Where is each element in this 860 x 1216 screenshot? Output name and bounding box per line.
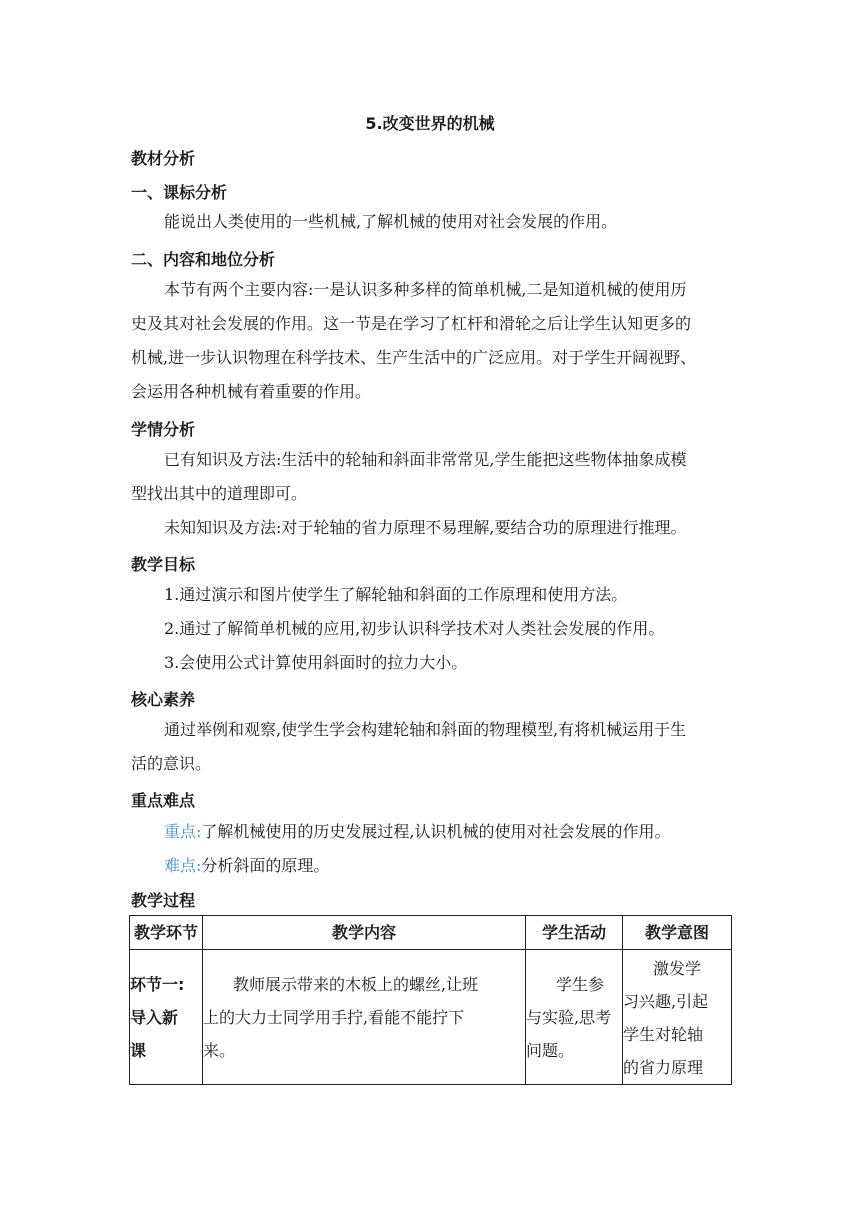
core-line: 活的意识。: [131, 754, 212, 773]
goal-item: 1.通过演示和图片使学生了解轮轴和斜面的工作原理和使用方法。: [164, 585, 628, 604]
page-title: 5.改变世界的机械: [365, 114, 495, 133]
content-line: 机械,进一步认识物理在科学技术、生产生活中的广泛应用。对于学生开阔视野、: [131, 348, 697, 367]
difficult-point: [131, 850, 764, 882]
table-header-row: [130, 916, 732, 950]
section-heading-goals: 教学目标: [131, 555, 196, 574]
stage-cell: [130, 950, 203, 1085]
intent-cell: [623, 950, 732, 1085]
table-row: [130, 950, 732, 1085]
section-heading-curriculum: 一、课标分析: [131, 183, 228, 202]
content-cell: [203, 950, 526, 1085]
header-stage: 教学环节: [130, 916, 203, 950]
section-heading-content: 二、内容和地位分析: [131, 250, 276, 269]
stage-line: 导入新: [130, 1008, 179, 1027]
core-line: 通过举例和观察,使学生学会构建轮轴和斜面的物理模型,有将机械运用于生: [164, 720, 687, 739]
intent-line: 激发学: [653, 959, 702, 978]
intent-line: 学生对轮轴: [623, 1025, 704, 1044]
section-heading-core: 核心素养: [131, 690, 196, 709]
section-heading-material: 教材分析: [131, 149, 196, 168]
content-line: 教师展示带来的木板上的螺丝,让班: [233, 975, 479, 994]
learner-line: 型找出其中的道理即可。: [131, 484, 308, 503]
teaching-process-table: [129, 915, 732, 1085]
content-line: 来。: [203, 1041, 236, 1060]
learner-line: 已有知识及方法:生活中的轮轴和斜面非常常见,学生能把这些物体抽象成模: [164, 450, 687, 469]
section-heading-process: 教学过程: [131, 891, 196, 910]
goal-item: 2.通过了解简单机械的应用,初步认识科学技术对人类社会发展的作用。: [164, 619, 665, 638]
content-line: 本节有两个主要内容:一是认识多种多样的简单机械,二是知道机械的使用历: [164, 280, 687, 299]
stage-line: 环节一:: [130, 975, 185, 994]
content-line: 上的大力士同学用手拧,看能不能拧下: [203, 1008, 465, 1027]
learner-line: 未知知识及方法:对于轮轴的省力原理不易理解,要结合功的原理进行推理。: [164, 518, 687, 537]
header-activity: 学生活动: [526, 916, 623, 950]
key-text: 了解机械使用的历史发展过程,认识机械的使用对社会发展的作用。: [201, 822, 671, 841]
section-heading-learner: 学情分析: [131, 420, 196, 439]
goal-item: 3.会使用公式计算使用斜面时的拉力大小。: [164, 653, 468, 672]
curriculum-text: 能说出人类使用的一些机械,了解机械的使用对社会发展的作用。: [164, 212, 618, 231]
content-line: 会运用各种机械有着重要的作用。: [131, 382, 372, 401]
activity-line: 与实验,思考: [526, 1008, 612, 1027]
activity-line: 问题。: [526, 1041, 575, 1060]
intent-line: 的省力原理: [623, 1058, 704, 1077]
intent-line: 习兴趣,引起: [623, 992, 709, 1011]
key-point: [131, 816, 764, 848]
activity-cell: [526, 950, 623, 1085]
difficult-label: 难点:: [164, 856, 202, 875]
key-label: 重点:: [164, 822, 202, 841]
content-line: 史及其对社会发展的作用。这一节是在学习了杠杆和滑轮之后让学生认知更多的: [131, 314, 692, 333]
difficult-text: 分析斜面的原理。: [201, 856, 330, 875]
header-intent: 教学意图: [623, 916, 732, 950]
stage-line: 课: [130, 1041, 147, 1060]
activity-line: 学生参: [556, 975, 605, 994]
header-content: 教学内容: [203, 916, 526, 950]
section-heading-key: 重点难点: [131, 791, 196, 810]
